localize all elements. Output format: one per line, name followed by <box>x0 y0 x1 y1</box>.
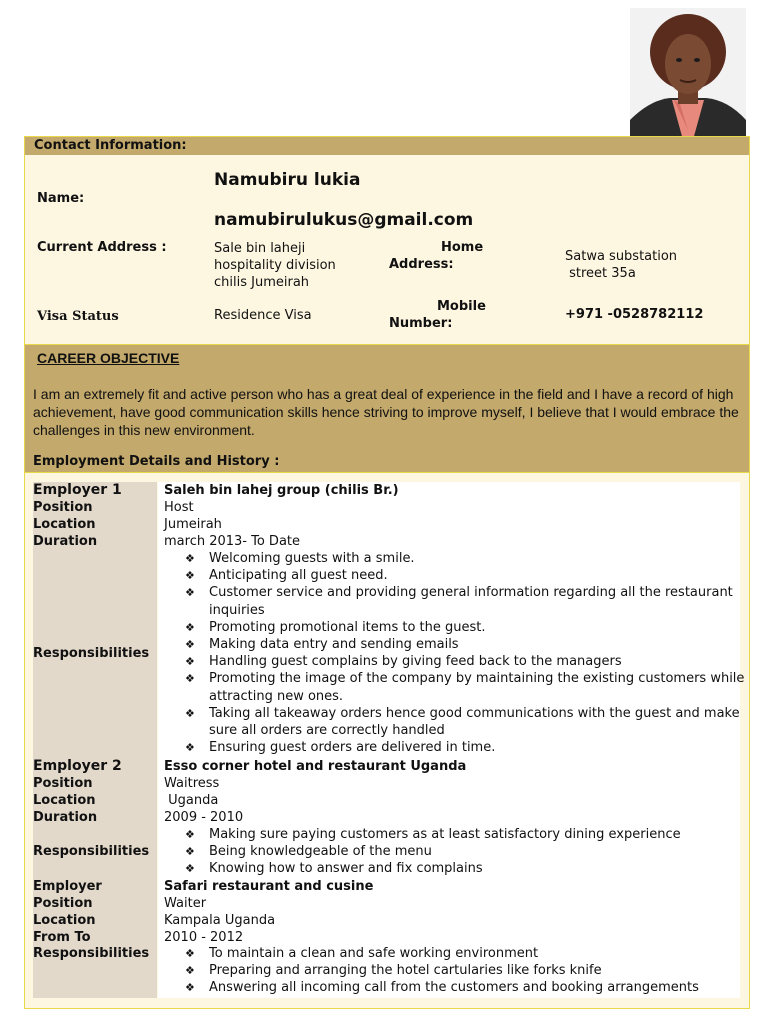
employer-name: Saleh bin lahej group (chilis Br.) <box>164 483 399 498</box>
position-value: Host <box>164 500 194 515</box>
list-item: ❖ To maintain a clean and safe working environment <box>185 946 539 961</box>
position-label: Position <box>33 500 93 515</box>
bullet-icon: ❖ <box>185 862 195 876</box>
contact-heading: Contact Information: <box>34 138 187 153</box>
bullet-icon: ❖ <box>185 620 195 634</box>
position-value: Waitress <box>164 776 220 791</box>
home-address <box>565 248 677 282</box>
position-label: Position <box>33 896 93 911</box>
career-objective-section <box>24 345 750 473</box>
employer-name: Esso corner hotel and restaurant Uganda <box>164 759 467 774</box>
list-item: ❖ Promoting promotional items to the guest. <box>185 619 486 635</box>
list-item: ❖ Handling guest complains by giving feed back to the managers <box>185 654 622 670</box>
address-line: street 35a <box>565 266 636 281</box>
responsibilities-list <box>185 550 765 756</box>
bullet-icon: ❖ <box>185 964 195 978</box>
responsibilities-list <box>185 826 765 878</box>
location-label: Location <box>33 793 96 808</box>
list-item: ❖ Customer service and providing general information regarding all the restaurant inquiries <box>185 585 733 618</box>
list-item: ❖ Taking all takeaway orders hence good communications with the guest and make sure all orders are correctly handled <box>185 705 740 739</box>
employer-name: Safari restaurant and cusine <box>164 879 374 894</box>
career-objective-title: CAREER OBJECTIVE <box>37 350 180 366</box>
mobile-label-line1: Mobile <box>437 299 486 314</box>
bullet-icon: ❖ <box>185 706 195 720</box>
bullet-icon: ❖ <box>185 947 195 960</box>
duration-value: 2009 - 2010 <box>164 810 244 825</box>
visa-status: Residence Visa <box>214 308 312 323</box>
responsibilities-label: Responsibilities <box>33 844 150 859</box>
location-label: Location <box>33 913 96 928</box>
bullet-icon: ❖ <box>185 552 195 565</box>
mobile-number: +971 -0528782112 <box>565 307 704 322</box>
list-item: ❖ Anticipating all guest need. <box>185 568 388 584</box>
duration-value: 2010 - 2012 <box>164 930 244 945</box>
list-item: ❖ Preparing and arranging the hotel cartularies like forks knife <box>185 963 602 979</box>
visa-status-label: Visa Status <box>37 309 119 324</box>
bullet-icon: ❖ <box>185 845 195 859</box>
employment-heading: Employment Details and History : <box>33 454 280 469</box>
career-objective-text: I am an extremely fit and active person who has a great deal of experience in the field and I have a record of high achievement, have good communication skills hence striving to improve myself, I believe that I would embrace the challenges in this new environment. <box>33 386 739 438</box>
position-value: Waiter <box>164 896 207 911</box>
address-line: chilis Jumeirah <box>214 275 310 290</box>
list-item: ❖ Ensuring guest orders are delivered in time. <box>185 740 496 756</box>
location-value: Kampala Uganda <box>164 913 276 928</box>
mobile-label-line2: Number: <box>389 316 453 331</box>
employer-label: Employer <box>33 879 102 894</box>
name-label: Name: <box>37 191 85 206</box>
employment-section <box>24 473 750 1009</box>
list-item: ❖ Answering all incoming call from the customers and booking arrangements <box>185 980 699 996</box>
bullet-icon: ❖ <box>185 672 195 686</box>
bullet-icon: ❖ <box>185 586 195 600</box>
address-line: Sale bin laheji <box>214 241 306 256</box>
duration-value: march 2013- To Date <box>164 534 301 549</box>
bullet-icon: ❖ <box>185 638 195 652</box>
email-address: namubirulukus@gmail.com <box>214 210 474 230</box>
bullet-icon: ❖ <box>185 741 195 755</box>
bullet-icon: ❖ <box>185 828 195 841</box>
address-line: hospitality division <box>214 258 336 273</box>
contact-section <box>24 155 750 345</box>
bullet-icon: ❖ <box>185 655 195 669</box>
list-item: ❖ Welcoming guests with a smile. <box>185 551 415 566</box>
contact-header <box>24 136 750 156</box>
bullet-icon: ❖ <box>185 981 195 995</box>
duration-label: Duration <box>33 810 98 825</box>
duration-label: From To <box>33 930 91 945</box>
responsibilities-label: Responsibilities <box>33 946 150 961</box>
duration-label: Duration <box>33 534 98 549</box>
current-address <box>214 240 336 291</box>
list-item: ❖ Being knowledgeable of the menu <box>185 844 432 860</box>
location-value: Jumeirah <box>164 517 222 532</box>
list-item: ❖ Promoting the image of the company by maintaining the existing customers while attracting new ones. <box>185 671 745 704</box>
location-value: Uganda <box>164 793 219 808</box>
responsibilities-label: Responsibilities <box>33 646 150 661</box>
employer-label: Employer 1 <box>33 482 122 498</box>
home-address-label-line2: Address: <box>389 257 454 272</box>
current-address-label: Current Address : <box>37 240 167 255</box>
employer-label: Employer 2 <box>33 758 122 774</box>
home-address-label-line1: Home <box>441 240 484 255</box>
bullet-icon: ❖ <box>185 569 195 583</box>
list-item: ❖ Making data entry and sending emails <box>185 637 459 653</box>
responsibilities-list <box>185 945 765 997</box>
list-item: ❖ Knowing how to answer and fix complains <box>185 861 483 877</box>
candidate-name: Namubiru lukia <box>214 170 361 190</box>
address-line: Satwa substation <box>565 249 678 264</box>
location-label: Location <box>33 517 96 532</box>
list-item: ❖ Making sure paying customers as at least satisfactory dining experience <box>185 827 681 842</box>
position-label: Position <box>33 776 93 791</box>
